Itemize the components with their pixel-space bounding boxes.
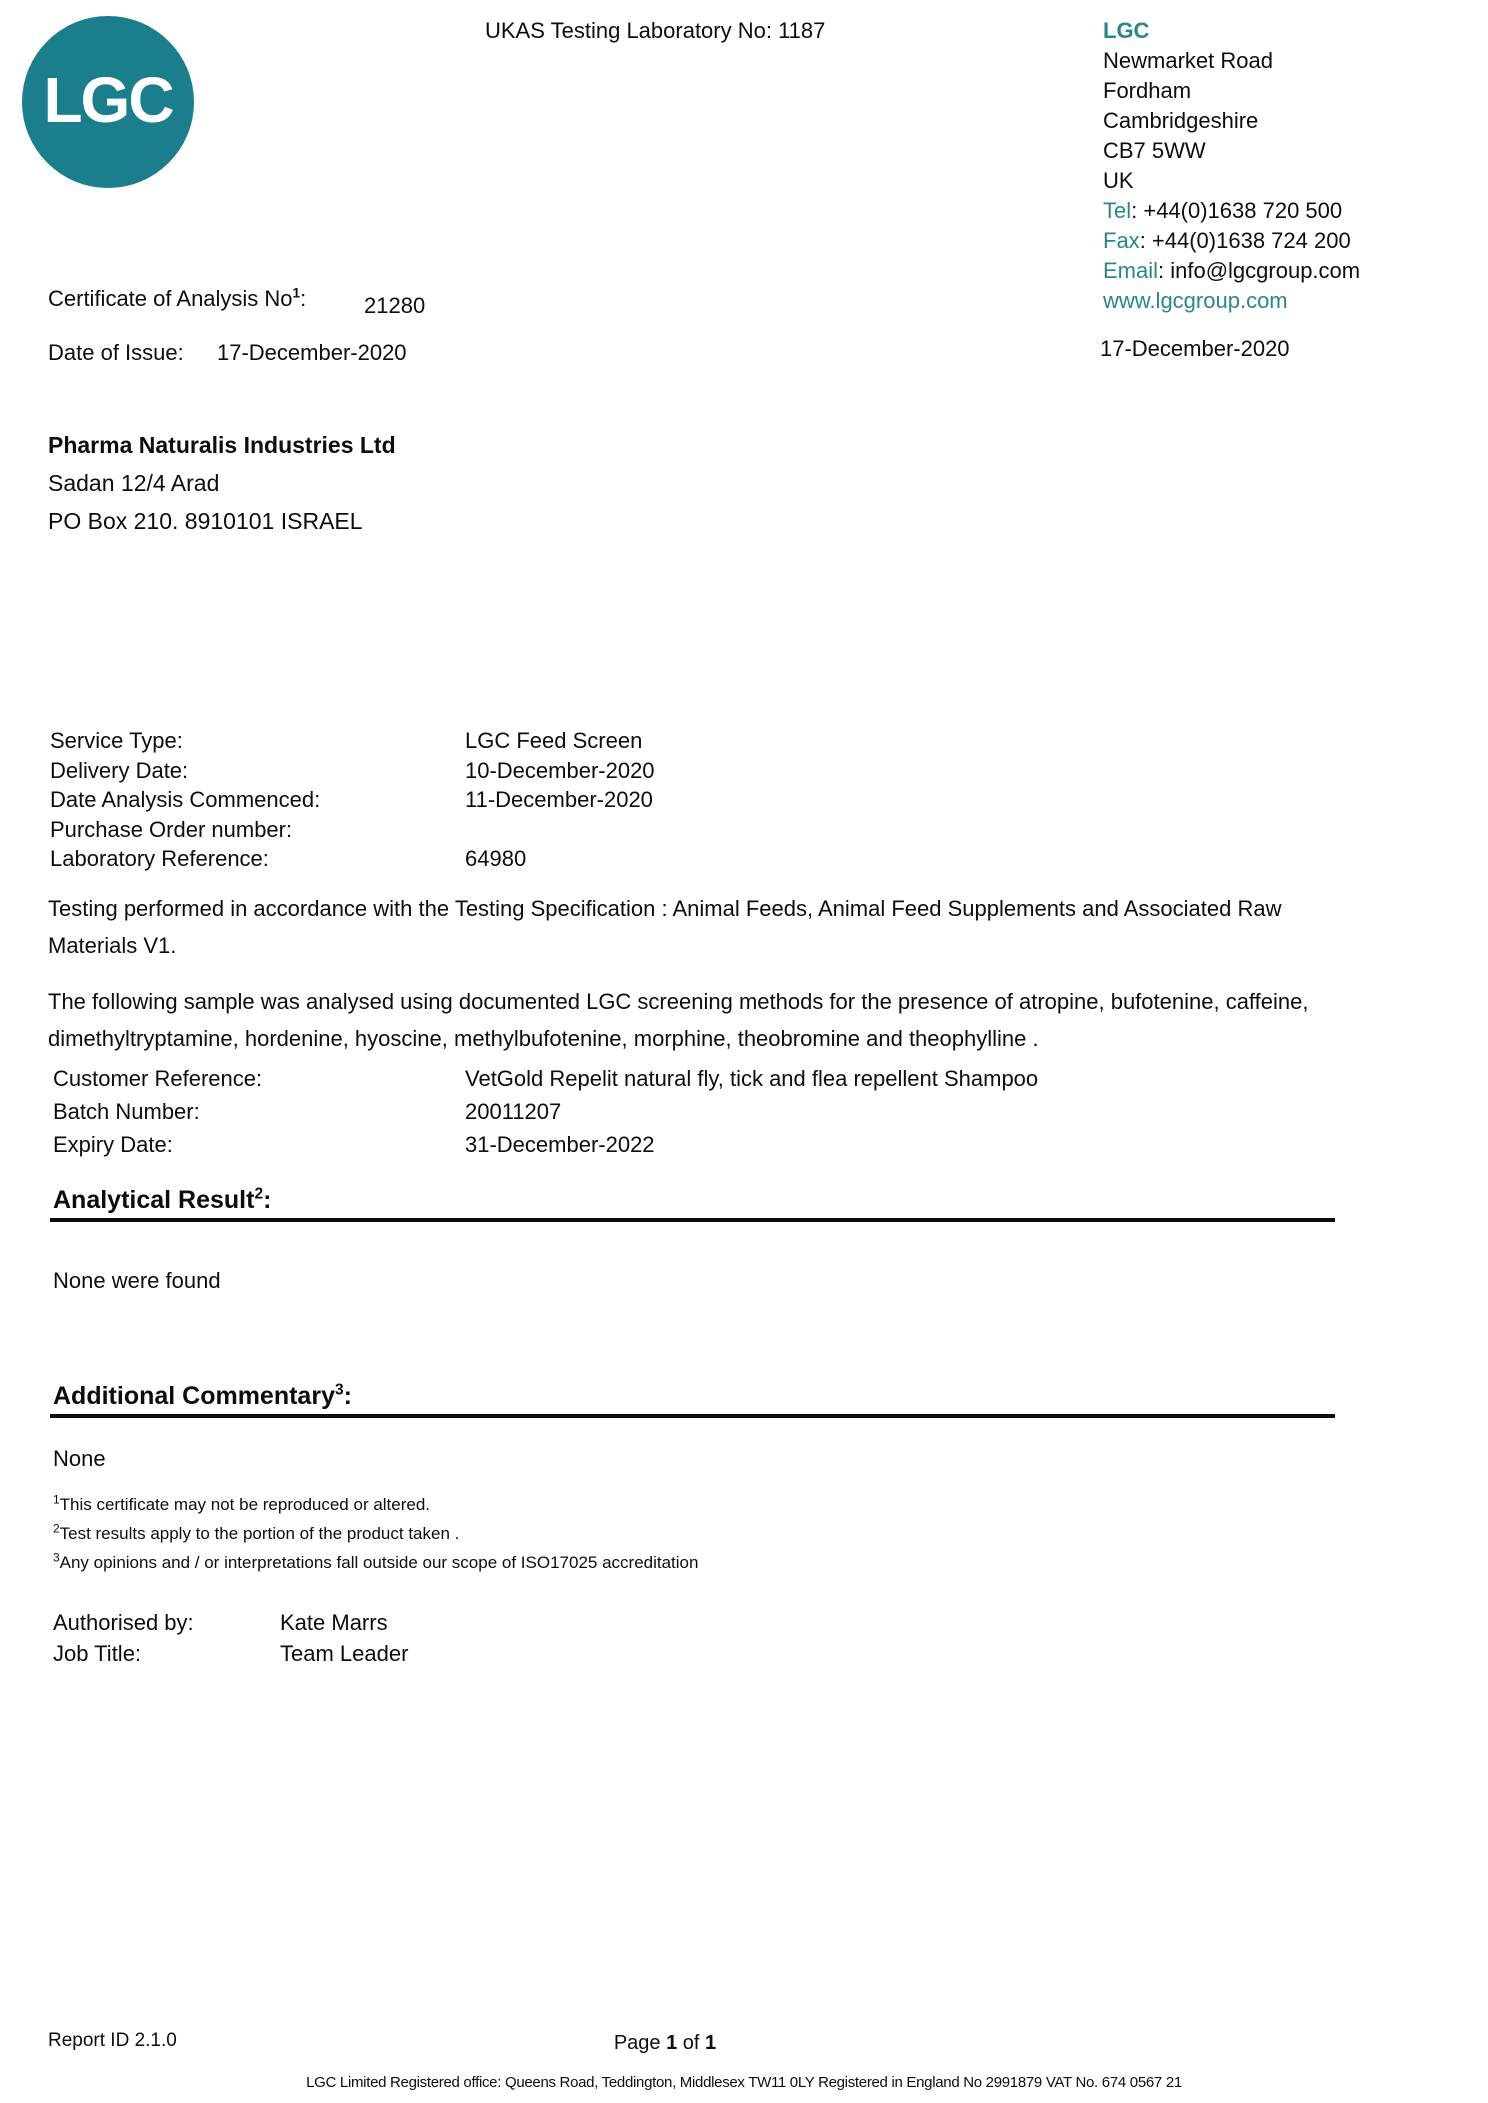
authorised-by-label: Authorised by: bbox=[53, 1610, 194, 1635]
authorised-by-value: Kate Marrs bbox=[280, 1610, 388, 1635]
lab-name: LGC bbox=[1103, 18, 1150, 43]
lab-address-line: UK bbox=[1103, 168, 1134, 193]
ukas-lab-number: UKAS Testing Laboratory No: 1187 bbox=[485, 18, 826, 43]
analytical-result-heading-colon: : bbox=[263, 1186, 272, 1214]
footnote-marker: 3 bbox=[53, 1550, 60, 1565]
batch-number-value: 20011207 bbox=[465, 1099, 562, 1124]
table-row bbox=[53, 1610, 408, 1641]
service-details-table bbox=[50, 728, 655, 876]
table-row bbox=[53, 1099, 1038, 1132]
table-row bbox=[50, 846, 655, 876]
section-underline bbox=[50, 1218, 1335, 1222]
service-type-value: LGC Feed Screen bbox=[465, 728, 643, 753]
table-row bbox=[50, 787, 655, 817]
batch-number-label: Batch Number: bbox=[53, 1099, 200, 1124]
lab-address-line: Fordham bbox=[1103, 78, 1192, 103]
analytical-result-footnote-marker: 2 bbox=[254, 1185, 264, 1203]
expiry-date-value: 31-December-2022 bbox=[465, 1132, 655, 1157]
customer-reference-label: Customer Reference: bbox=[53, 1066, 263, 1091]
table-row bbox=[53, 1066, 1038, 1099]
service-type-label: Service Type: bbox=[50, 728, 183, 753]
analytical-result-heading-text: Analytical Result bbox=[53, 1186, 255, 1214]
job-title-label: Job Title: bbox=[53, 1641, 142, 1666]
table-row bbox=[53, 1132, 1038, 1165]
analytical-result-heading bbox=[53, 1186, 271, 1215]
lab-website-link[interactable]: www.lgcgroup.com bbox=[1103, 288, 1288, 313]
customer-address-line: PO Box 210. 8910101 ISRAEL bbox=[48, 508, 363, 534]
customer-name: Pharma Naturalis Industries Ltd bbox=[48, 432, 396, 458]
tel-label: Tel bbox=[1103, 198, 1132, 223]
issue-date-right: 17-December-2020 bbox=[1100, 336, 1290, 361]
expiry-date-label: Expiry Date: bbox=[53, 1132, 173, 1157]
sample-analysis-paragraph: The following sample was analysed using documented LGC screening methods for the presence of atropine, bufotenine, caffeine, dimethyltryptamine, hordenine, hyoscine, methylbufotenine, morphine, theobromine and theophylline . bbox=[48, 989, 1309, 1051]
purchase-order-label: Purchase Order number: bbox=[50, 816, 293, 842]
additional-commentary-heading-colon: : bbox=[343, 1382, 352, 1410]
date-of-issue-label: Date of Issue: bbox=[48, 340, 184, 365]
certificate-number-label bbox=[48, 286, 306, 312]
sample-details-table bbox=[53, 1066, 1038, 1165]
customer-address-block bbox=[48, 426, 396, 540]
footnote-text: Test results apply to the portion of the product taken . bbox=[59, 1524, 460, 1543]
footnote-line bbox=[53, 1548, 698, 1577]
customer-reference-value: VetGold Repelit natural fly, tick and flea repellent Shampoo bbox=[465, 1066, 1039, 1091]
report-id: Report ID 2.1.0 bbox=[48, 2030, 177, 2051]
delivery-date-value: 10-December-2020 bbox=[465, 757, 655, 783]
page-number-current: 1 bbox=[666, 2032, 678, 2054]
page-number-total: 1 bbox=[705, 2032, 717, 2054]
email-value[interactable]: : info@lgcgroup.com bbox=[1158, 258, 1361, 283]
customer-address-line: Sadan 12/4 Arad bbox=[48, 470, 220, 496]
tel-value: : +44(0)1638 720 500 bbox=[1131, 198, 1343, 223]
lab-email bbox=[1103, 256, 1360, 286]
page-number-prefix: Page bbox=[613, 2032, 667, 2054]
lgc-logo bbox=[22, 16, 194, 188]
table-row bbox=[50, 758, 655, 788]
date-analysis-commenced-label: Date Analysis Commenced: bbox=[50, 787, 321, 812]
laboratory-reference-value: 64980 bbox=[465, 846, 527, 871]
footnote-line bbox=[53, 1490, 698, 1519]
fax-label: Fax bbox=[1103, 228, 1140, 253]
certificate-label-text: Certificate of Analysis No bbox=[48, 286, 293, 311]
additional-commentary-heading-text: Additional Commentary bbox=[53, 1382, 335, 1410]
authorisation-block bbox=[53, 1610, 408, 1672]
laboratory-reference-label: Laboratory Reference: bbox=[50, 846, 269, 871]
lab-address-line: CB7 5WW bbox=[1103, 138, 1206, 163]
lab-address-block bbox=[1103, 16, 1360, 316]
footnote-text: Any opinions and / or interpretations fall outside our scope of ISO17025 accreditation bbox=[59, 1553, 699, 1572]
date-of-issue-value: 17-December-2020 bbox=[217, 340, 407, 365]
section-underline bbox=[50, 1414, 1335, 1418]
footnotes-block bbox=[53, 1490, 698, 1577]
lab-address-line: Cambridgeshire bbox=[1103, 108, 1259, 133]
table-row bbox=[53, 1641, 408, 1672]
fax-value: : +44(0)1638 724 200 bbox=[1139, 228, 1351, 253]
footnote-text: This certificate may not be reproduced or altered. bbox=[59, 1495, 431, 1514]
footnote-marker: 1 bbox=[53, 1492, 60, 1507]
footnote-marker: 2 bbox=[53, 1521, 60, 1536]
certificate-label-colon: : bbox=[300, 286, 307, 311]
date-analysis-commenced-value: 11-December-2020 bbox=[465, 787, 653, 812]
certificate-number-value: 21280 bbox=[364, 293, 426, 318]
delivery-date-label: Delivery Date: bbox=[50, 757, 189, 783]
additional-commentary-value: None bbox=[53, 1446, 106, 1471]
lab-fax bbox=[1103, 226, 1360, 256]
analytical-result-value: None were found bbox=[53, 1268, 221, 1293]
table-row bbox=[50, 817, 655, 847]
lgc-logo-text: LGC bbox=[43, 64, 173, 136]
page-number-mid: of bbox=[677, 2032, 706, 2054]
email-label: Email bbox=[1103, 258, 1159, 283]
footnote-line bbox=[53, 1519, 698, 1548]
job-title-value: Team Leader bbox=[280, 1641, 409, 1666]
additional-commentary-footnote-marker: 3 bbox=[334, 1381, 344, 1399]
certificate-footnote-marker: 1 bbox=[292, 285, 301, 301]
lab-address-line: Newmarket Road bbox=[1103, 48, 1273, 73]
registered-office-line: LGC Limited Registered office: Queens Road, Teddington, Middlesex TW11 0LY Registered in England No 2991879 VAT No. 674 0567 21 bbox=[306, 2074, 1182, 2091]
testing-specification-paragraph: Testing performed in accordance with the Testing Specification : Animal Feeds, Animal Feed Supplements and Associated Raw Materials V1. bbox=[48, 896, 1282, 958]
table-row bbox=[50, 728, 655, 758]
lab-tel bbox=[1103, 196, 1360, 226]
page-number bbox=[0, 2032, 1330, 2055]
additional-commentary-heading bbox=[53, 1382, 352, 1411]
